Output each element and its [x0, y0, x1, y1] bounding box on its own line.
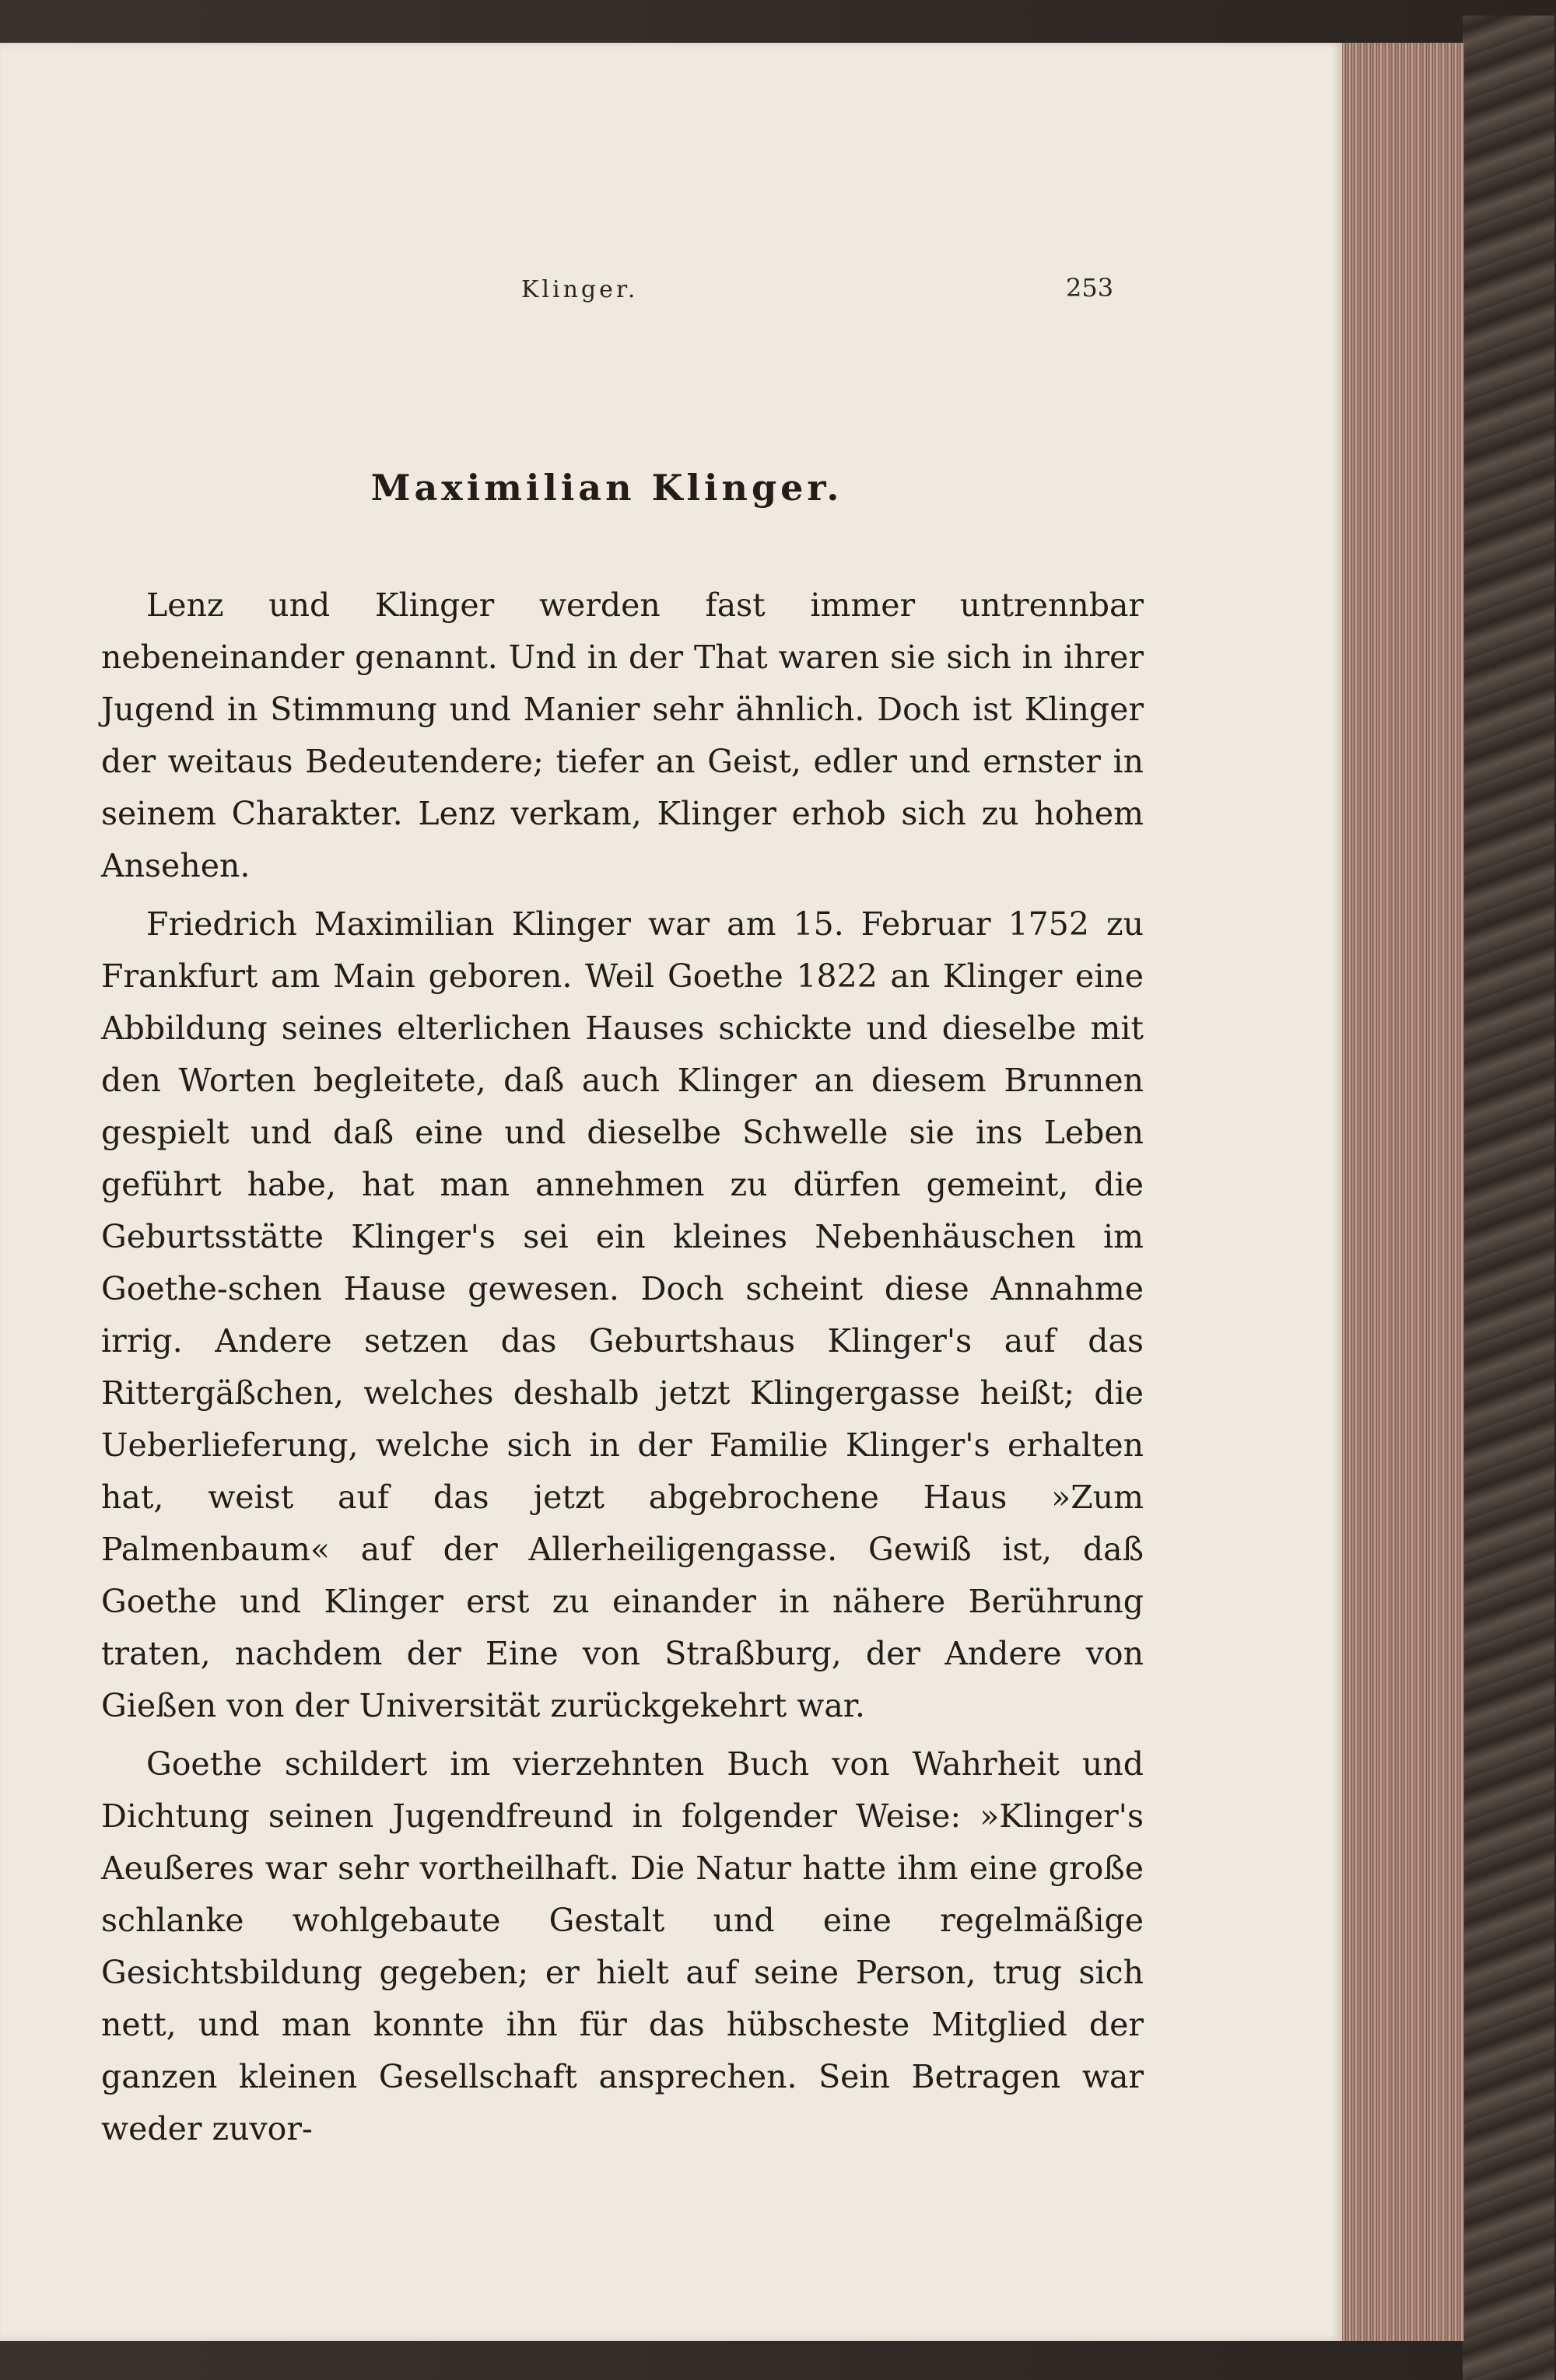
paragraph-1: Lenz und Klinger werden fast immer untrennbar nebeneinander genannt. Und in der That waren sie sich in ihrer Jugend in Stimmung und Manier sehr ähnlich. Doch ist Klinger der weitaus Bedeutendere; tiefer an Geist, edler und ernster in seinem Charakter. Lenz verkam, Klinger erhob sich zu hohem Ansehen. — [101, 586, 1144, 884]
page-edges — [1338, 43, 1464, 2341]
paragraph-3: Goethe schildert im vierzehnten Buch von Wahrheit und Dichtung seinen Jugendfreund in folgender Weise: »Klinger's Aeußeres war sehr vortheilhaft. Die Natur hatte ihm eine große schlanke wohlgebaute Gestalt und eine regelmäßige Gesichtsbildung gegeben; er hielt auf seine Person, trug sich nett, und man konnte ihn für das hübscheste Mitglied der ganzen kleinen Gesellschaft ansprechen. Sein Betragen war weder zuvor- — [101, 1745, 1144, 2147]
book-page — [0, 43, 1342, 2341]
body-text — [101, 579, 1144, 2155]
paragraph-2: Friedrich Maximilian Klinger war am 15. Februar 1752 zu Frankfurt am Main geboren. Weil Goethe 1822 an Klinger eine Abbildung seines elterlichen Hauses schickte und dieselbe mit den Worten begleitete, daß auch Klinger an diesem Brunnen gespielt und daß eine und dieselbe Schwelle sie ins Leben geführt habe, hat man annehmen zu dürfen gemeint, die Geburtsstätte Klinger's sei ein kleines Nebenhäuschen im Goethe-schen Hause gewesen. Doch scheint diese Annahme irrig. Andere setzen das Geburtshaus Klinger's auf das Rittergäßchen, welches deshalb jetzt Klingergasse heißt; die Ueberlieferung, welche sich in der Familie Klinger's erhalten hat, weist auf das jetzt abgebrochene Haus »Zum Palmenbaum« auf der Allerheiligengasse. Gewiß ist, daß Goethe und Klinger erst zu einander in nähere Berührung traten, nachdem der Eine von Straßburg, der Andere von Gießen von der Universität zurückgekehrt war. — [101, 905, 1144, 1724]
chapter-title: Maximilian Klinger. — [370, 467, 843, 509]
page-header — [0, 273, 1342, 323]
page-number: 253 — [1066, 273, 1114, 303]
running-head: Klinger. — [521, 276, 639, 303]
book-cover-edge — [1463, 16, 1554, 2380]
